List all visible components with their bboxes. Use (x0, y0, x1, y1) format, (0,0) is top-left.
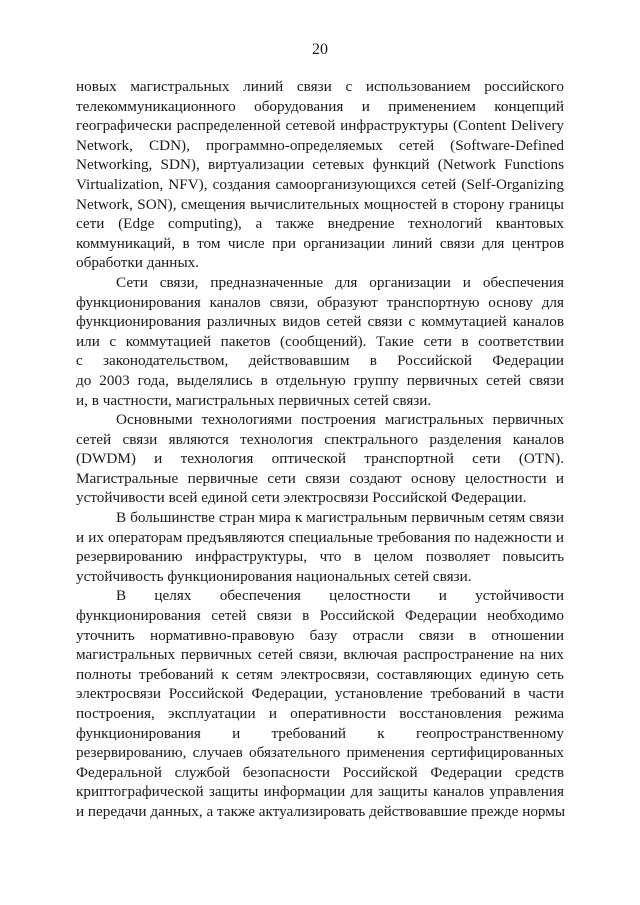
text-line: коммуникаций, в том числе при организации линий связи для центров (76, 234, 564, 252)
text-line: до 2003 года, выделялись в отдельную группу первичных сетей связи (76, 371, 564, 389)
text-line: функционирования каналов связи, образуют транспортную основу для (76, 293, 564, 311)
text-line: резервированию, случаев обязательного применения сертифицированных (76, 744, 564, 762)
body-text (76, 77, 564, 822)
text-line: сетей связи являются технология спектрального разделения каналов (76, 430, 564, 448)
text-line: В целях обеспечения целостности и устойчивости (116, 587, 564, 605)
paragraph (76, 273, 564, 410)
text-line: или с коммутацией пакетов (сообщений). Такие сети в соответствии (76, 332, 564, 350)
text-line: резервированию инфраструктуры, что в целом позволяет повысить (76, 548, 564, 566)
text-line: с законодательством, действовавшим в Российской Федерации (76, 352, 564, 370)
text-line: устойчивости всей единой сети электросвязи Российской Федерации. (76, 489, 527, 507)
text-line: построения, эксплуатации и оперативности восстановления режима (76, 705, 564, 722)
paragraph (76, 586, 564, 821)
text-line: устойчивость функционирования национальных сетей связи. (76, 567, 472, 585)
text-line: функционирования различных видов сетей связи с коммутацией каналов (76, 313, 564, 331)
text-line: криптографической защиты информации для защиты каналов управления (76, 783, 564, 801)
text-line: телекоммуникационного оборудования и применением концепций (76, 97, 564, 115)
text-line: новых магистральных линий связи с использованием российского (76, 78, 564, 95)
text-line: Networking, SDN), виртуализации сетевых функций (Network Functions (76, 156, 564, 174)
paragraph (76, 508, 564, 586)
text-line: обработки данных. (76, 254, 200, 272)
text-line: и, в частности, магистральных первичных сетей связи. (76, 391, 432, 409)
text-line: уточнить нормативно-правовую базу отрасли связи в отношении (76, 626, 564, 644)
text-line: географически распределенной сетевой инфраструктуры (Content Delivery (76, 117, 564, 135)
text-line: В большинстве стран мира к магистральным первичным сетям связи (116, 509, 564, 527)
text-line: Network, CDN), программно-определяемых сетей (Software-Defined (76, 136, 564, 154)
text-line: Virtualization, NFV), создания самоорганизующихся сетей (Self-Organizing (76, 175, 564, 193)
text-line: полноты требований к сетям электросвязи, составляющих единую сеть (76, 665, 564, 683)
text-line: магистральных первичных сетей связи, включая распространение на них (76, 646, 564, 664)
text-line: функционирования сетей связи в Российской Федерации необходимо (76, 607, 564, 625)
text-line: функционирования и требований к геопространственному (76, 724, 564, 742)
text-line: сети (Edge computing), а также внедрение технологий квантовых (76, 215, 564, 233)
text-line: Network, SON), смещения вычислительных мощностей в сторону границы (76, 195, 564, 213)
text-line: Сети связи, предназначенные для организации и обеспечения (116, 273, 564, 291)
text-line: (DWDM) и технология оптической транспортной сети (OTN). (76, 450, 564, 468)
text-line: и передачи данных, а также актуализировать действовавшие прежде нормы (76, 802, 566, 820)
paragraph (76, 410, 564, 508)
page-number: 20 (312, 41, 328, 58)
text-line: Основными технологиями построения магистральных первичных (116, 411, 564, 429)
paragraph (76, 77, 564, 273)
text-line: электросвязи Российской Федерации, установление требований в части (76, 685, 564, 703)
text-line: Федеральной службой безопасности Российской Федерации средств (76, 763, 564, 781)
text-line: Магистральные первичные сети связи создают основу целостности и (76, 469, 564, 487)
text-line: и их операторам предъявляются специальные требования по надежности и (76, 528, 564, 546)
